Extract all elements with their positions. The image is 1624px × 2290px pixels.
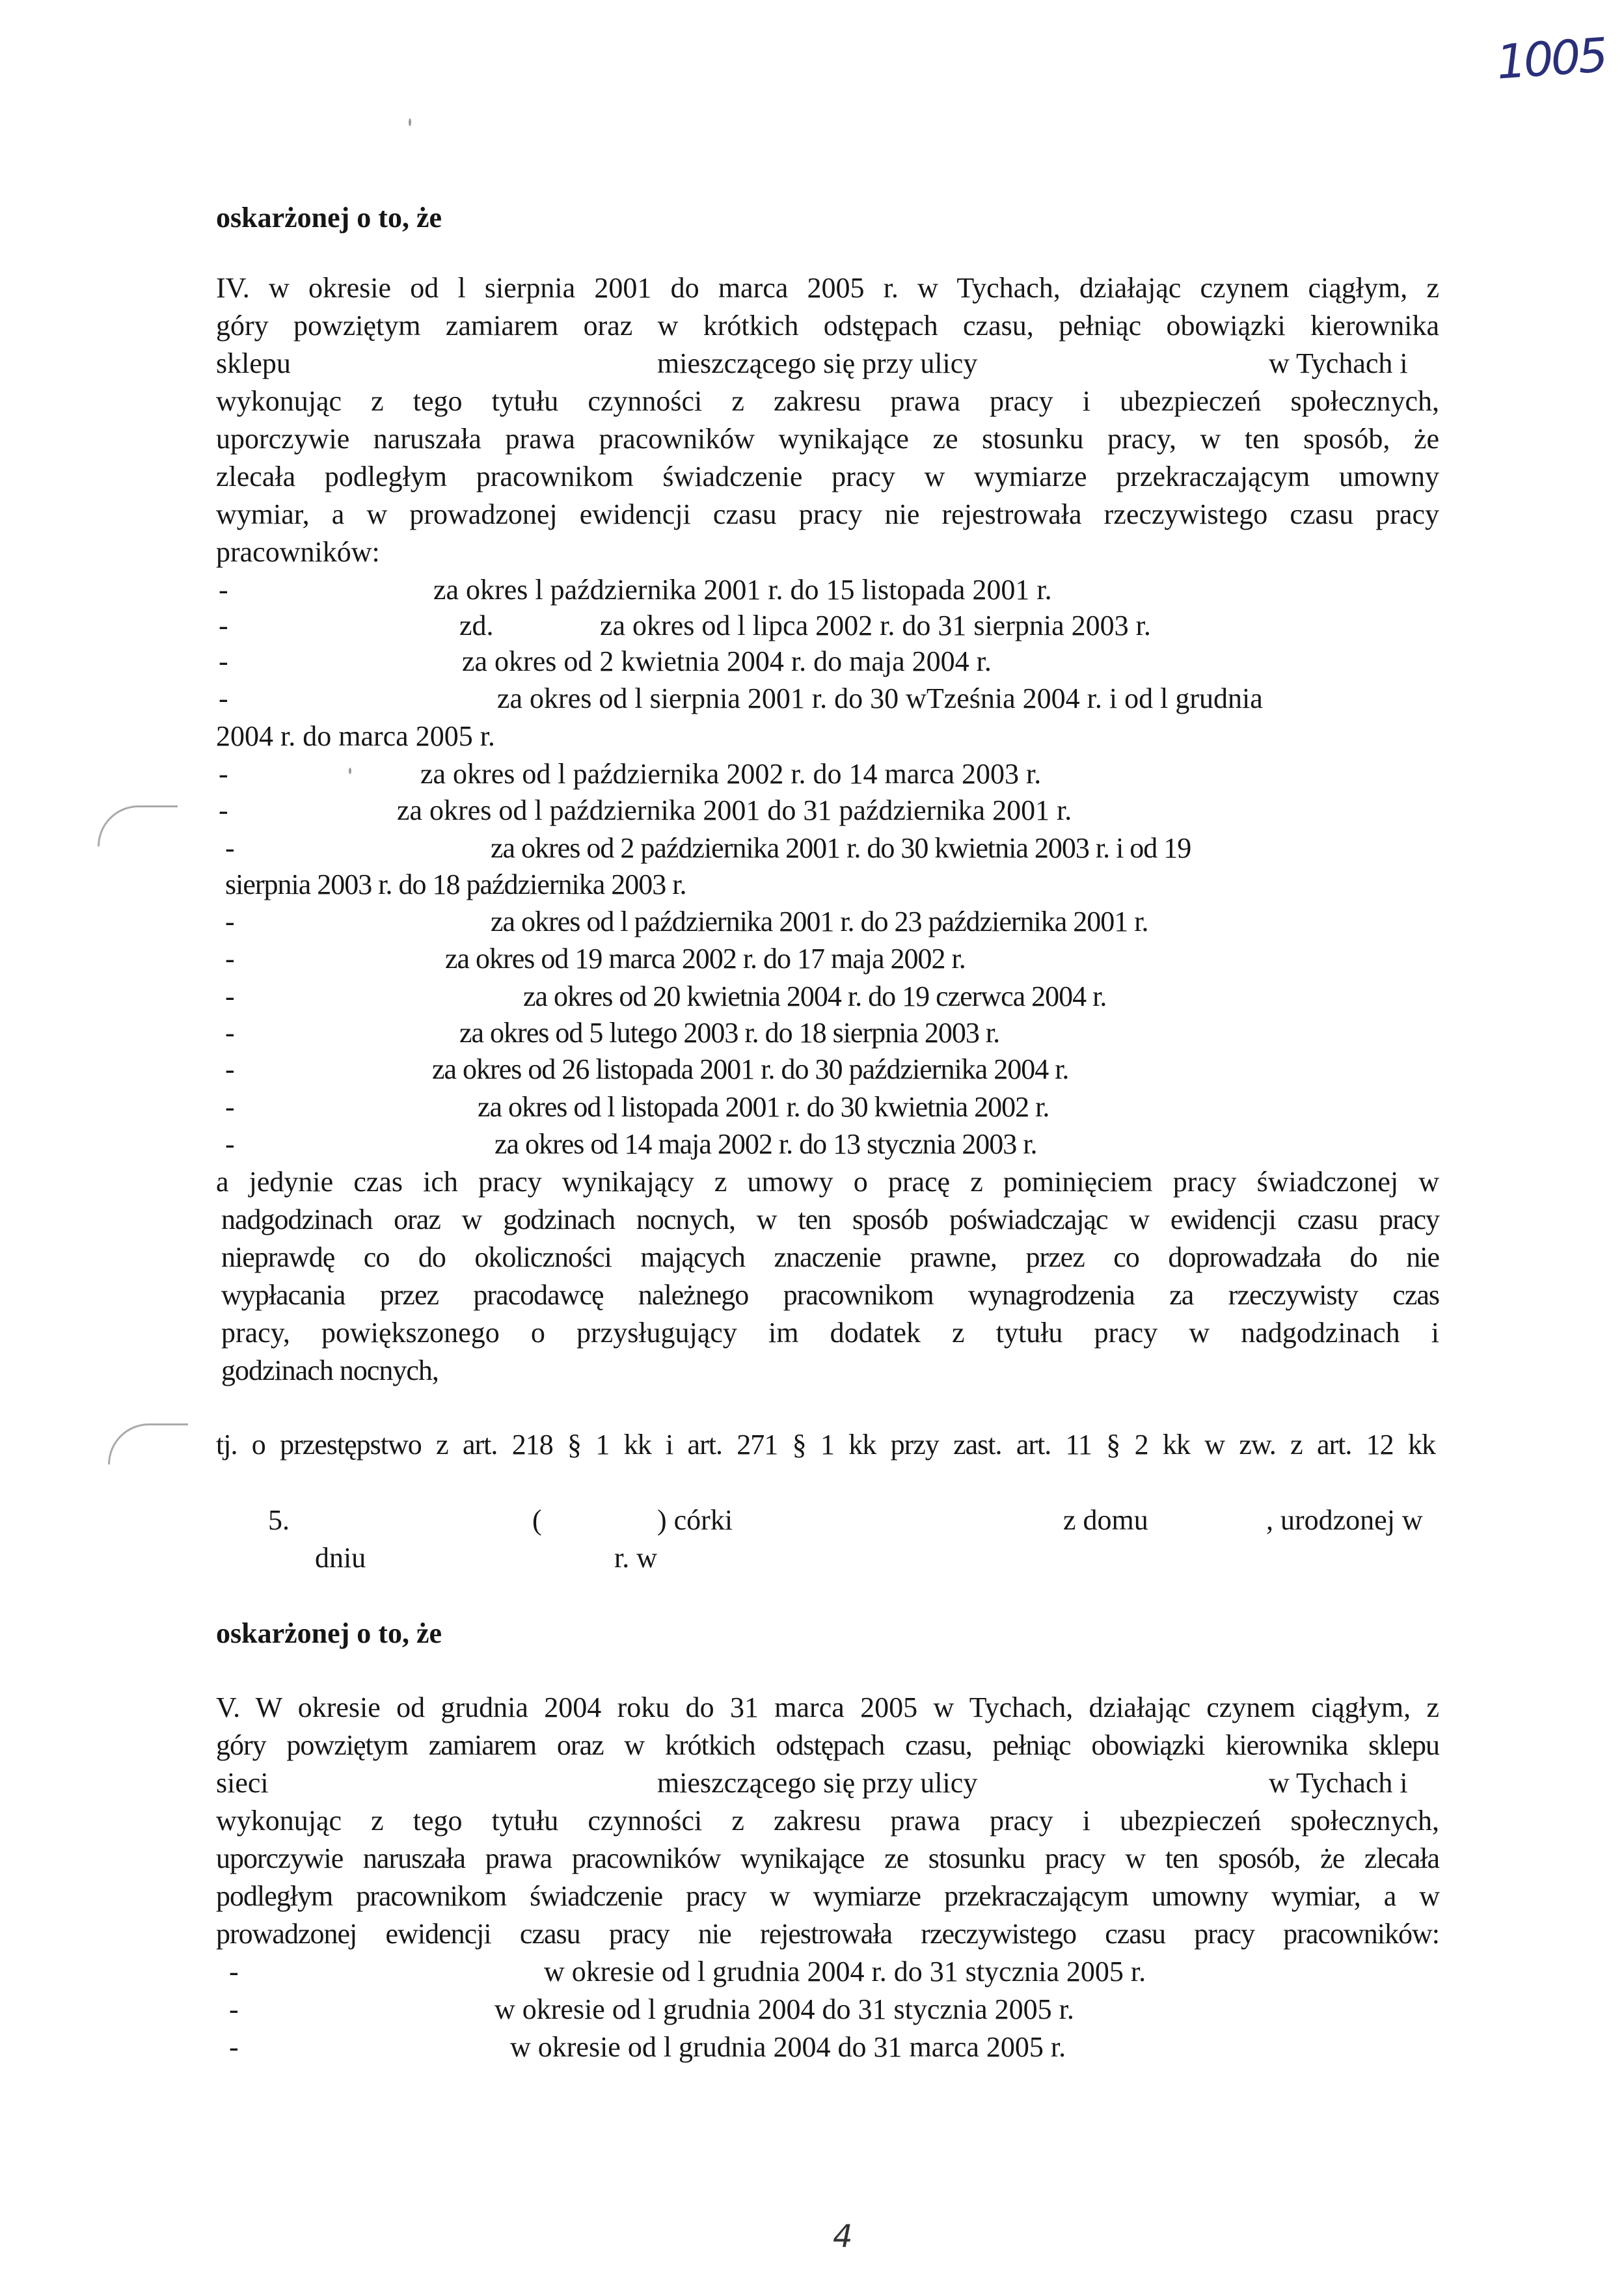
list-dash: - bbox=[225, 1091, 235, 1123]
section-iv-line: zlecała podległym pracownikom świadczenie pracy w wymiarze przekraczającym umowny bbox=[216, 461, 1439, 492]
conclusion-line: pracy, powiększonego o przysługujący im dodatek z tytułu pracy w nadgodzinach i bbox=[221, 1317, 1439, 1349]
period-item: za okres l października 2001 r. do 15 listopada 2001 r. bbox=[433, 574, 1052, 606]
period-item-continuation: 2004 r. do marca 2005 r. bbox=[216, 720, 495, 752]
section-iv-heading: oskarżonej o to, że bbox=[216, 202, 442, 234]
handwritten-bottom-mark: 4 bbox=[833, 2218, 853, 2255]
period-item: w okresie od l grudnia 2004 do 31 marca 2005 r. bbox=[510, 2031, 1066, 2063]
list-dash: - bbox=[229, 1956, 239, 1987]
list-dash: - bbox=[225, 1053, 235, 1085]
section-iv-line: góry powziętym zamiarem oraz w krótkich odstępach czasu, pełniąc obowiązki kierownika bbox=[216, 310, 1439, 342]
conclusion-line: wypłacania przez pracodawcę należnego pracownikom wynagrodzenia za rzeczywisty czas bbox=[221, 1279, 1439, 1311]
list-dash: - bbox=[219, 682, 228, 714]
margin-mark bbox=[98, 805, 178, 846]
section-v-line: góry powziętym zamiarem oraz w krótkich odstępach czasu, pełniąc obowiązki kierownika sklepu bbox=[216, 1729, 1439, 1761]
list-dash: - bbox=[219, 610, 228, 641]
list-dash: - bbox=[225, 980, 235, 1012]
conclusion-line: a jedynie czas ich pracy wynikający z umowy o pracę z pominięciem pracy świadczonej w bbox=[216, 1166, 1439, 1198]
section-iv-line: uporczywie naruszała prawa pracowników wynikające ze stosunku pracy, w ten sposób, że bbox=[216, 423, 1439, 455]
defendant-from-house: z domu bbox=[1063, 1504, 1148, 1536]
section-iv-line: sklepu bbox=[216, 347, 291, 379]
section-v-line: podległym pracownikom świadczenie pracy w wymiarze przekraczającym umowny wymiar, a w bbox=[216, 1880, 1439, 1912]
period-item: za okres od 5 lutego 2003 r. do 18 sierpnia 2003 r. bbox=[459, 1017, 1000, 1049]
conclusion-line: nadgodzinach oraz w godzinach nocnych, w ten sposób poświadczając w ewidencji czasu pracy bbox=[221, 1204, 1439, 1235]
defendant-born: , urodzonej w bbox=[1266, 1504, 1423, 1536]
period-item: w okresie od l grudnia 2004 do 31 stycznia 2005 r. bbox=[494, 1993, 1074, 2025]
conclusion-line: godzinach nocnych, bbox=[221, 1354, 439, 1386]
scan-speck bbox=[349, 768, 351, 774]
section-iv-line: IV. w okresie od l sierpnia 2001 do marca 2005 r. w Tychach, działając czynem ciągłym, z bbox=[216, 272, 1439, 304]
period-item: za okres od l listopada 2001 r. do 30 kwietnia 2002 r. bbox=[478, 1091, 1049, 1123]
defendant-number: 5. bbox=[268, 1504, 290, 1536]
defendant-day: dniu bbox=[315, 1542, 366, 1574]
period-item: za okres od 19 marca 2002 r. do 17 maja 2002 r. bbox=[445, 943, 966, 975]
period-item: za okres od 26 listopada 2001 r. do 30 października 2004 r. bbox=[432, 1053, 1069, 1085]
section-v-line: w Tychach i bbox=[1269, 1767, 1408, 1799]
section-v-line: mieszczącego się przy ulicy bbox=[657, 1767, 978, 1799]
period-item: za okres od 14 maja 2002 r. do 13 stycznia 2003 r. bbox=[494, 1128, 1037, 1160]
period-item: za okres od l lipca 2002 r. do 31 sierpnia 2003 r. bbox=[600, 610, 1151, 641]
period-item: za okres od l października 2002 r. do 14 marca 2003 r. bbox=[420, 758, 1042, 790]
handwritten-page-number: 1005 bbox=[1495, 27, 1607, 90]
section-v-heading: oskarżonej o to, że bbox=[216, 1617, 442, 1649]
list-dash: - bbox=[219, 645, 228, 677]
defendant-year-in: r. w bbox=[614, 1542, 657, 1574]
period-item: za okres od 2 października 2001 r. do 30 kwietnia 2003 r. i od 19 bbox=[491, 832, 1191, 864]
period-item: za okres od 20 kwietnia 2004 r. do 19 czerwca 2004 r. bbox=[523, 980, 1107, 1012]
defendant-paren-open: ( bbox=[532, 1504, 542, 1536]
list-dash: - bbox=[219, 574, 228, 606]
section-v-line: wykonując z tego tytułu czynności z zakresu prawa pracy i ubezpieczeń społecznych, bbox=[216, 1805, 1439, 1837]
section-v-line: sieci bbox=[216, 1767, 269, 1799]
list-dash: - bbox=[225, 1128, 235, 1160]
period-item-prefix: zd. bbox=[459, 610, 494, 641]
list-dash: - bbox=[229, 2031, 239, 2063]
section-iv-line: wymiar, a w prowadzonej ewidencji czasu pracy nie rejestrowała rzeczywistego czasu pracy bbox=[216, 498, 1439, 530]
margin-mark bbox=[108, 1423, 188, 1464]
period-item: za okres od l października 2001 do 31 października 2001 r. bbox=[397, 794, 1072, 826]
defendant-daughter-of: ) córki bbox=[657, 1504, 733, 1536]
section-iv-line: wykonując z tego tytułu czynności z zakresu prawa pracy i ubezpieczeń społecznych, bbox=[216, 385, 1439, 417]
list-dash: - bbox=[225, 832, 235, 864]
list-dash: - bbox=[219, 794, 228, 826]
list-dash: - bbox=[219, 758, 228, 790]
section-v-line: uporczywie naruszała prawa pracowników wynikające ze stosunku pracy w ten sposób, że zlecała bbox=[216, 1842, 1439, 1874]
section-iv-line: w Tychach i bbox=[1269, 347, 1408, 379]
period-item: za okres od 2 kwietnia 2004 r. do maja 2004 r. bbox=[462, 645, 992, 677]
scan-speck bbox=[409, 118, 411, 126]
list-dash: - bbox=[225, 906, 235, 937]
period-item: w okresie od l grudnia 2004 r. do 31 stycznia 2005 r. bbox=[544, 1956, 1146, 1987]
legal-charge: tj. o przestępstwo z art. 218 § 1 kk i art. 271 § 1 kk przy zast. art. 11 § 2 kk w zw. z art. 12 kk bbox=[216, 1429, 1435, 1461]
section-v-line: V. W okresie od grudnia 2004 roku do 31 marca 2005 w Tychach, działając czynem ciągłym, z bbox=[216, 1691, 1439, 1723]
list-dash: - bbox=[225, 1017, 235, 1049]
section-v-line: prowadzonej ewidencji czasu pracy nie rejestrowała rzeczywistego czasu pracy pracowników: bbox=[216, 1918, 1439, 1950]
period-item: za okres od l sierpnia 2001 r. do 30 wTześnia 2004 r. i od l grudnia bbox=[497, 682, 1263, 714]
period-item: za okres od l października 2001 r. do 23 października 2001 r. bbox=[491, 906, 1148, 937]
period-item-continuation: sierpnia 2003 r. do 18 października 2003 r. bbox=[225, 869, 686, 900]
section-iv-line: mieszczącego się przy ulicy bbox=[657, 347, 978, 379]
list-dash: - bbox=[229, 1993, 239, 2025]
conclusion-line: nieprawdę co do okoliczności mających znaczenie prawne, przez co doprowadzała do nie bbox=[221, 1241, 1439, 1273]
list-dash: - bbox=[225, 943, 235, 975]
section-iv-line: pracowników: bbox=[216, 536, 380, 568]
